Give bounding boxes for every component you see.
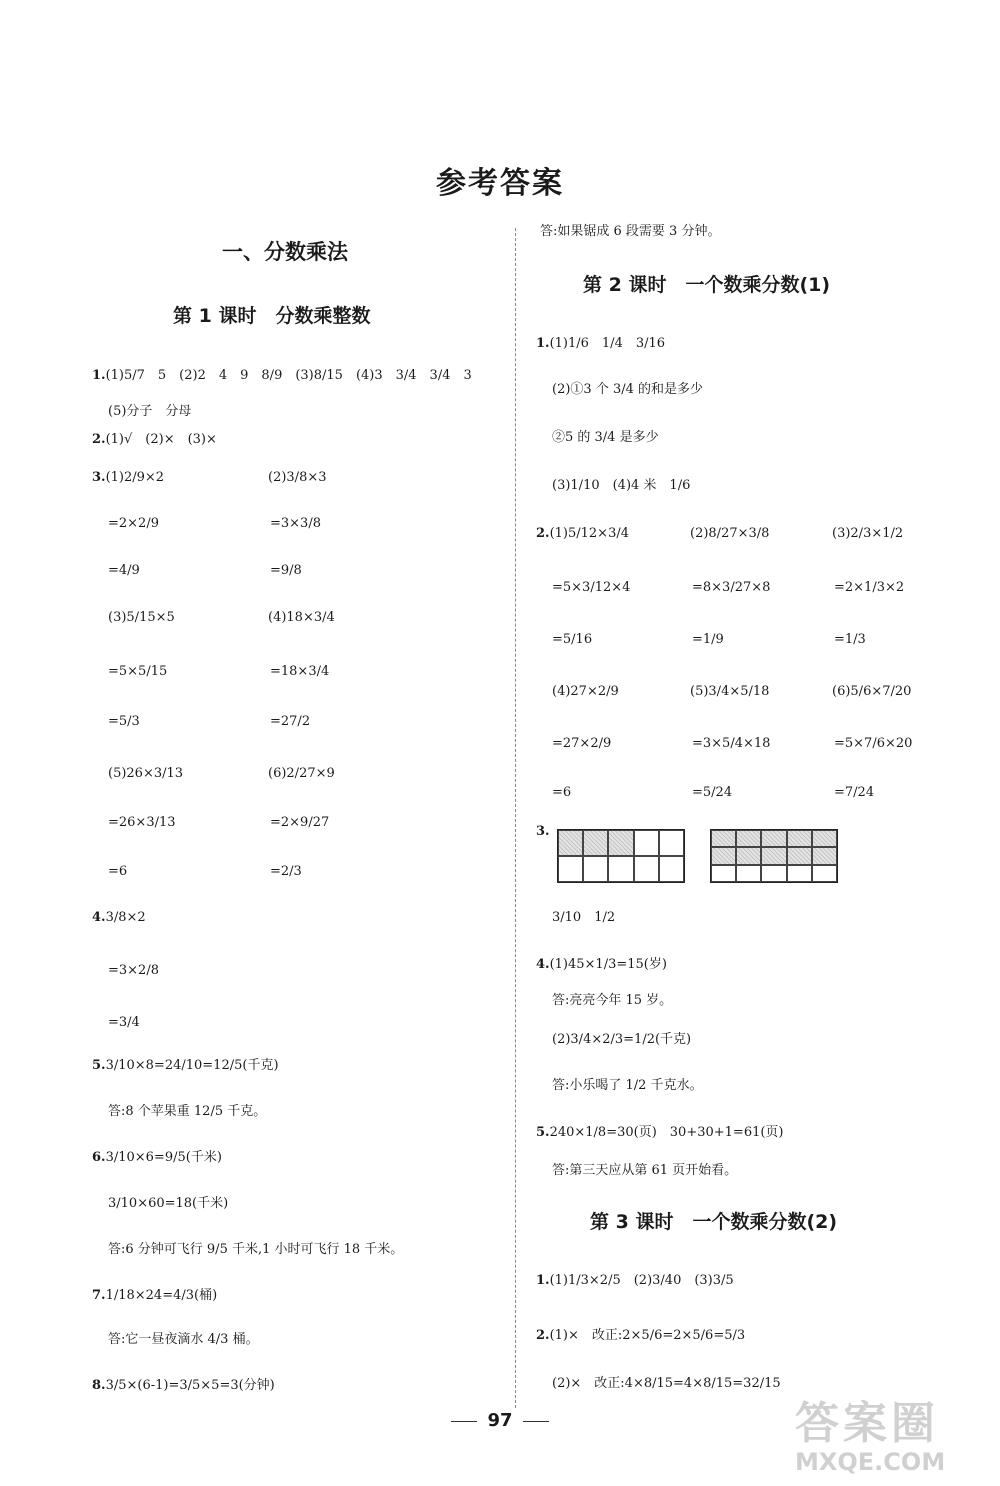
answer-line: (5)3/4×5/18	[690, 684, 770, 699]
answer-line: 3.	[536, 824, 550, 839]
answer-line: =8×3/27×8	[692, 580, 771, 595]
lesson-2-heading: 第 2 课时 一个数乘分数(1)	[583, 274, 831, 296]
fraction-grid-2	[710, 829, 838, 883]
page-number: 97	[0, 1410, 1000, 1431]
answer-line: =3×2/8	[108, 963, 159, 978]
answer-line: (5)分子 分母	[108, 404, 192, 419]
answer-line: 答:8 个苹果重 12/5 千克。	[108, 1104, 267, 1119]
answer-line: 4.(1)45×1/3=15(岁)	[536, 957, 667, 972]
answer-line: 2.(1)5/12×3/4	[536, 526, 629, 541]
page-title: 参考答案	[436, 166, 564, 201]
answer-line: 答:亮亮今年 15 岁。	[552, 993, 673, 1008]
answer-line: 3/10 1/2	[552, 910, 616, 925]
answer-line: 7.1/18×24=4/3(桶)	[92, 1288, 218, 1303]
answer-line: (2)× 改正:4×8/15=4×8/15=32/15	[552, 1376, 781, 1391]
answer-line: =5×3/12×4	[552, 580, 631, 595]
answer-line: =27/2	[270, 714, 311, 729]
lesson-3-heading: 第 3 课时 一个数乘分数(2)	[590, 1211, 838, 1233]
answer-line: =5/24	[692, 785, 733, 800]
answer-line: =6	[552, 785, 572, 800]
answer-line: 答:它一昼夜滴水 4/3 桶。	[108, 1332, 259, 1347]
column-divider	[515, 228, 516, 1408]
answer-line: (4)18×3/4	[268, 610, 335, 625]
answer-line: 6.3/10×6=9/5(千米)	[92, 1150, 222, 1165]
answer-line: =1/3	[834, 632, 866, 647]
answer-line: =3×5/4×18	[692, 736, 771, 751]
answer-line: (6)5/6×7/20	[832, 684, 912, 699]
answer-line: 1.(1)5/7 5 (2)2 4 9 8/9 (3)8/15 (4)3 3/4 3/4 3	[92, 368, 472, 383]
answer-line: =5×7/6×20	[834, 736, 913, 751]
answer-line: 答:6 分钟可飞行 9/5 千米,1 小时可飞行 18 千米。	[108, 1242, 404, 1257]
answer-line: =4/9	[108, 563, 140, 578]
answer-line: (2)3/4×2/3=1/2(千克)	[552, 1032, 692, 1047]
answer-line: 1.(1)1/3×2/5 (2)3/40 (3)3/5	[536, 1273, 734, 1288]
lesson-1-heading: 第 1 课时 分数乘整数	[173, 305, 371, 327]
answer-line: (3)2/3×1/2	[832, 526, 904, 541]
answer-line: 答:如果锯成 6 段需要 3 分钟。	[540, 224, 721, 239]
answer-line: =9/8	[270, 563, 302, 578]
answer-line: (2)3/8×3	[268, 470, 327, 485]
answer-line: =2×2/9	[108, 516, 159, 531]
answer-line: =5/16	[552, 632, 593, 647]
answer-line: (3)1/10 (4)4 米 1/6	[552, 478, 691, 493]
answer-line: 8.3/5×(6-1)=3/5×5=3(分钟)	[92, 1378, 275, 1393]
answer-line: (5)26×3/13	[108, 766, 184, 781]
answer-line: =2/3	[270, 864, 302, 879]
watermark-logo: 答案圈 MXQE.COM	[795, 1398, 946, 1476]
answer-line: 3/10×60=18(千米)	[108, 1196, 229, 1211]
answer-line: 1.(1)1/6 1/4 3/16	[536, 336, 666, 351]
answer-line: (4)27×2/9	[552, 684, 619, 699]
answer-line: =27×2/9	[552, 736, 612, 751]
answer-line: =5/3	[108, 714, 140, 729]
answer-line: 5.240×1/8=30(页) 30+30+1=61(页)	[536, 1125, 784, 1140]
answer-line: 2.(1)× 改正:2×5/6=2×5/6=5/3	[536, 1328, 746, 1343]
answer-line: (2)8/27×3/8	[690, 526, 770, 541]
answer-line: =7/24	[834, 785, 875, 800]
answer-line: =2×1/3×2	[834, 580, 905, 595]
answer-line: (6)2/27×9	[268, 766, 335, 781]
answer-line: =6	[108, 864, 128, 879]
answer-line: =26×3/13	[108, 815, 176, 830]
answer-line: =2×9/27	[270, 815, 330, 830]
answer-line: =5×5/15	[108, 664, 168, 679]
answer-line: 答:小乐喝了 1/2 千克水。	[552, 1078, 703, 1093]
answer-line: =3×3/8	[270, 516, 321, 531]
page-number-rule-left	[451, 1421, 477, 1422]
answer-line: =18×3/4	[270, 664, 330, 679]
answer-line: ②5 的 3/4 是多少	[552, 430, 659, 445]
answer-line: 3.(1)2/9×2	[92, 470, 165, 485]
answer-line: =1/9	[692, 632, 724, 647]
answer-line: (2)①3 个 3/4 的和是多少	[552, 382, 704, 397]
fraction-grid-1	[557, 829, 685, 883]
answer-line: 答:第三天应从第 61 页开始看。	[552, 1163, 738, 1178]
answer-line: =3/4	[108, 1015, 140, 1030]
answer-line: (3)5/15×5	[108, 610, 175, 625]
answer-line: 5.3/10×8=24/10=12/5(千克)	[92, 1058, 279, 1073]
answer-line: 2.(1)√ (2)× (3)×	[92, 432, 217, 447]
page-number-rule-right	[523, 1421, 549, 1422]
answer-line: 4.3/8×2	[92, 910, 146, 925]
section-heading: 一、分数乘法	[222, 240, 348, 264]
